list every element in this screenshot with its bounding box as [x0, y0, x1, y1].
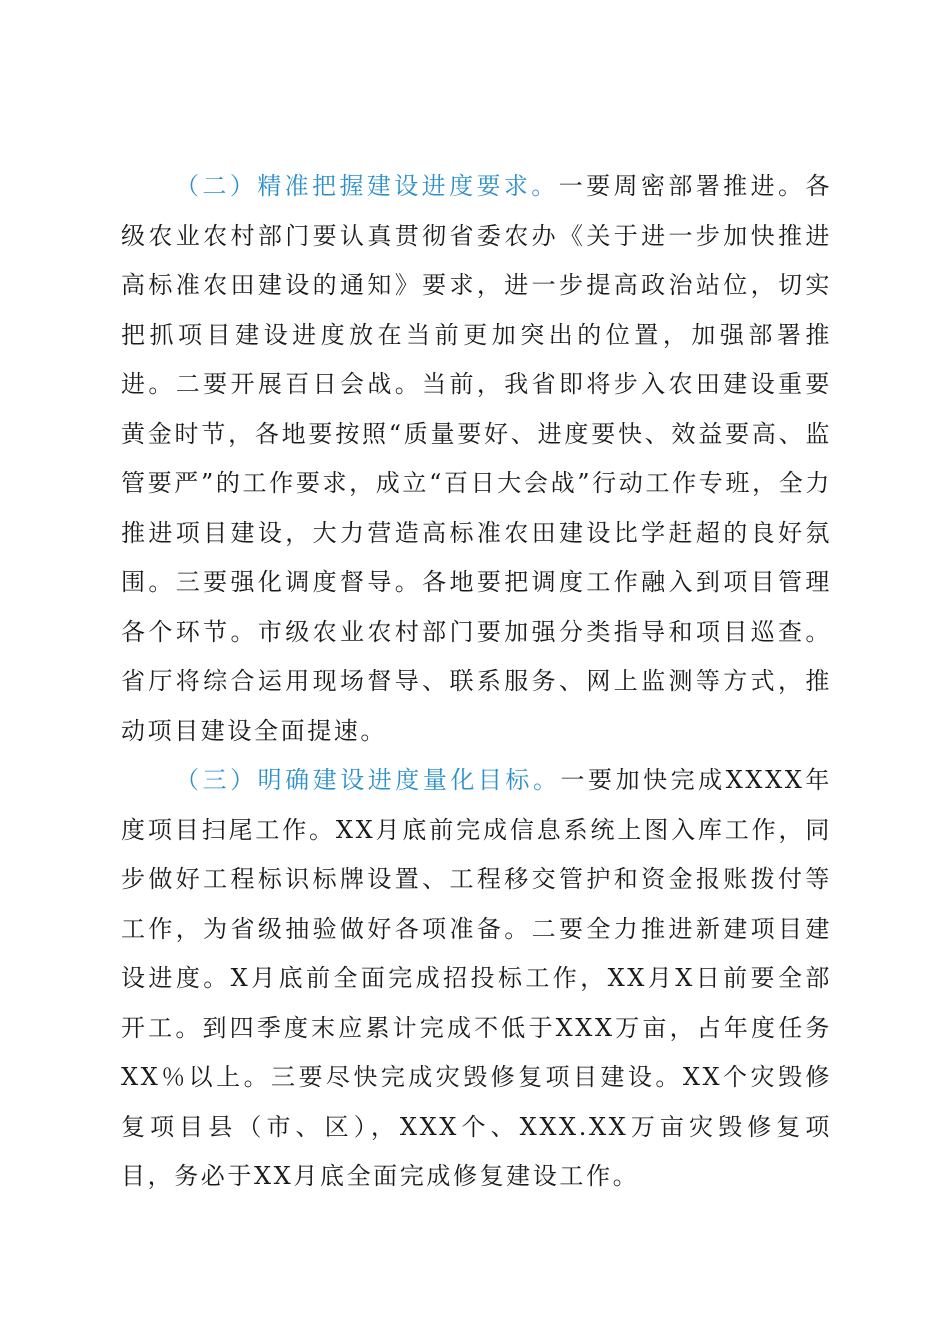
section-3-paragraph [121, 756, 832, 1202]
section-3-heading: （三）明确建设进度量化目标。 [175, 766, 561, 794]
section-2-text: 一要周密部署推进。各级农业农村部门要认真贯彻省委农办《关于进一步加快推进高标准农田建设的通知》要求，进一步提高政治站位，切实把抓项目建设进度放在当前更加突出的位置，加强部署推进。二要开展百日会战。当前，我省即将步入农田建设重要黄金时节，各地要按照“质量要好、进度要快、效益要高、监管要严”的工作要求，成立“百日大会战”行动工作专班，全力推进项目建设，大力营造高标准农田建设比学赶超的良好氛围。三要强化调度督导。各地要把调度工作融入到项目管理各个环节。市级农业农村部门要加强分类指导和项目巡查。省厅将综合运用现场督导、联系服务、网上监测等方式，推动项目建设全面提速。 [121, 172, 832, 745]
document-body [121, 162, 832, 1202]
section-3-text: 一要加快完成XXXX年度项目扫尾工作。XX月底前完成信息系统上图入库工作，同步做好工程标识标牌设置、工程移交管护和资金报账拨付等工作，为省级抽验做好各项准备。二要全力推进新建项目建设进度。X月底前全面完成招投标工作，XX月X日前要全部开工。到四季度末应累计完成不低于XXX万亩，占年度任务XX％以上。三要尽快完成灾毁修复项目建设。XX个灾毁修复项目县（市、区），XXX个、XXX.XX万亩灾毁修复项目，务必于XX月底全面完成修复建设工作。 [121, 766, 832, 1190]
section-2-paragraph [121, 162, 832, 756]
section-2-heading: （二）精准把握建设进度要求。 [175, 172, 559, 200]
